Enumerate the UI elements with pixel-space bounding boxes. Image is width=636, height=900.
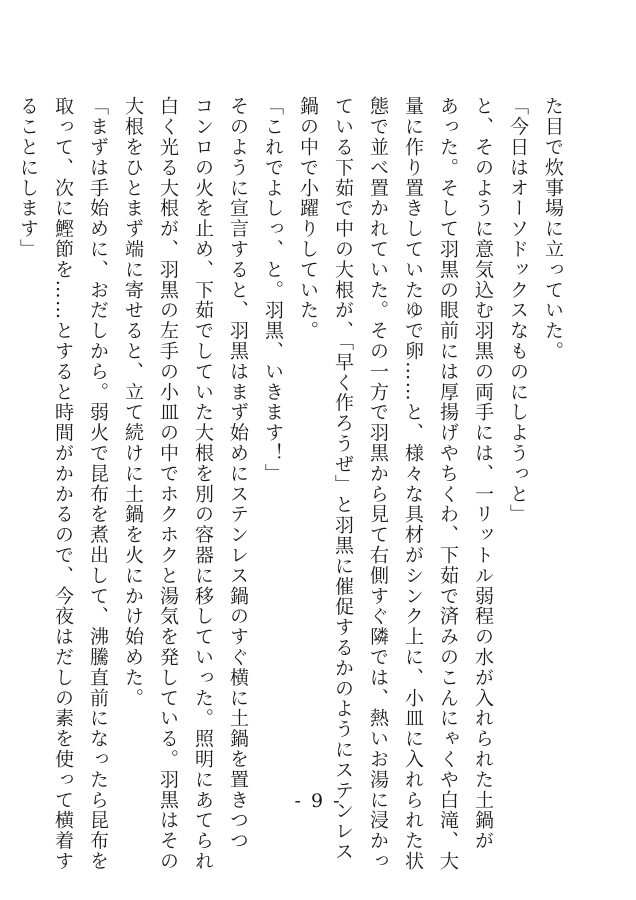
text-line-6: 態で並べ置かれていた。その一方で羽黒から見て右側すぐ隣では、熱いお湯に浸かっ (367, 96, 389, 872)
page-number: - 9 - (294, 790, 342, 812)
text-line-2: 「今日はオーソドックスなものにしようっと」 (507, 96, 529, 525)
text-line-13: 大根をひとまず端に寄せると、立て続けに土鍋を火にかけ始めた。 (122, 96, 144, 708)
text-line-5: 量に作り置きしていたゆで卵……と、様々な具材がシンク上に、小皿に入れられた状 (402, 96, 424, 872)
vertical-text-body (17, 96, 570, 872)
text-line-9: 「これでよしっ、と。羽黒、いきます！」 (262, 96, 284, 484)
text-line-1: た目で炊事場に立っていた。 (542, 96, 564, 362)
text-line-16: ることにします」 (17, 96, 39, 260)
text-line-15: 取って、次に鰹節を……とすると時間がかかるので、今夜はだしの素を使って横着す (52, 96, 74, 872)
text-line-4: あった。そして羽黒の眼前には厚揚げやちくわ、下茹で済みのこんにゃくや白滝、大 (437, 96, 459, 872)
text-line-7: ている下茹で中の大根が、「早く作ろうぜ」と羽黒に催促するかのようにステンレス (332, 96, 354, 862)
text-line-8: 鍋の中で小躍りしていた。 (297, 96, 319, 341)
text-line-11: コンロの火を止め、下茹でしていた大根を別の容器に移していった。照明にあてられ (192, 96, 214, 872)
text-line-3: と、そのように意気込む羽黒の両手には、一リットル弱程の水が入れられた土鍋が (472, 96, 494, 851)
text-line-14: 「まずは手始めに、おだしから。弱火で昆布を煮出して、沸騰直前になったら昆布を (87, 96, 109, 872)
text-line-12: 白く光る大根が、羽黒の左手の小皿の中でホクホクと湯気を発している。羽黒はその (157, 96, 179, 872)
text-line-10: そのように宣言すると、羽黒はまず始めにステンレス鍋のすぐ横に土鍋を置きつつ (227, 96, 249, 851)
